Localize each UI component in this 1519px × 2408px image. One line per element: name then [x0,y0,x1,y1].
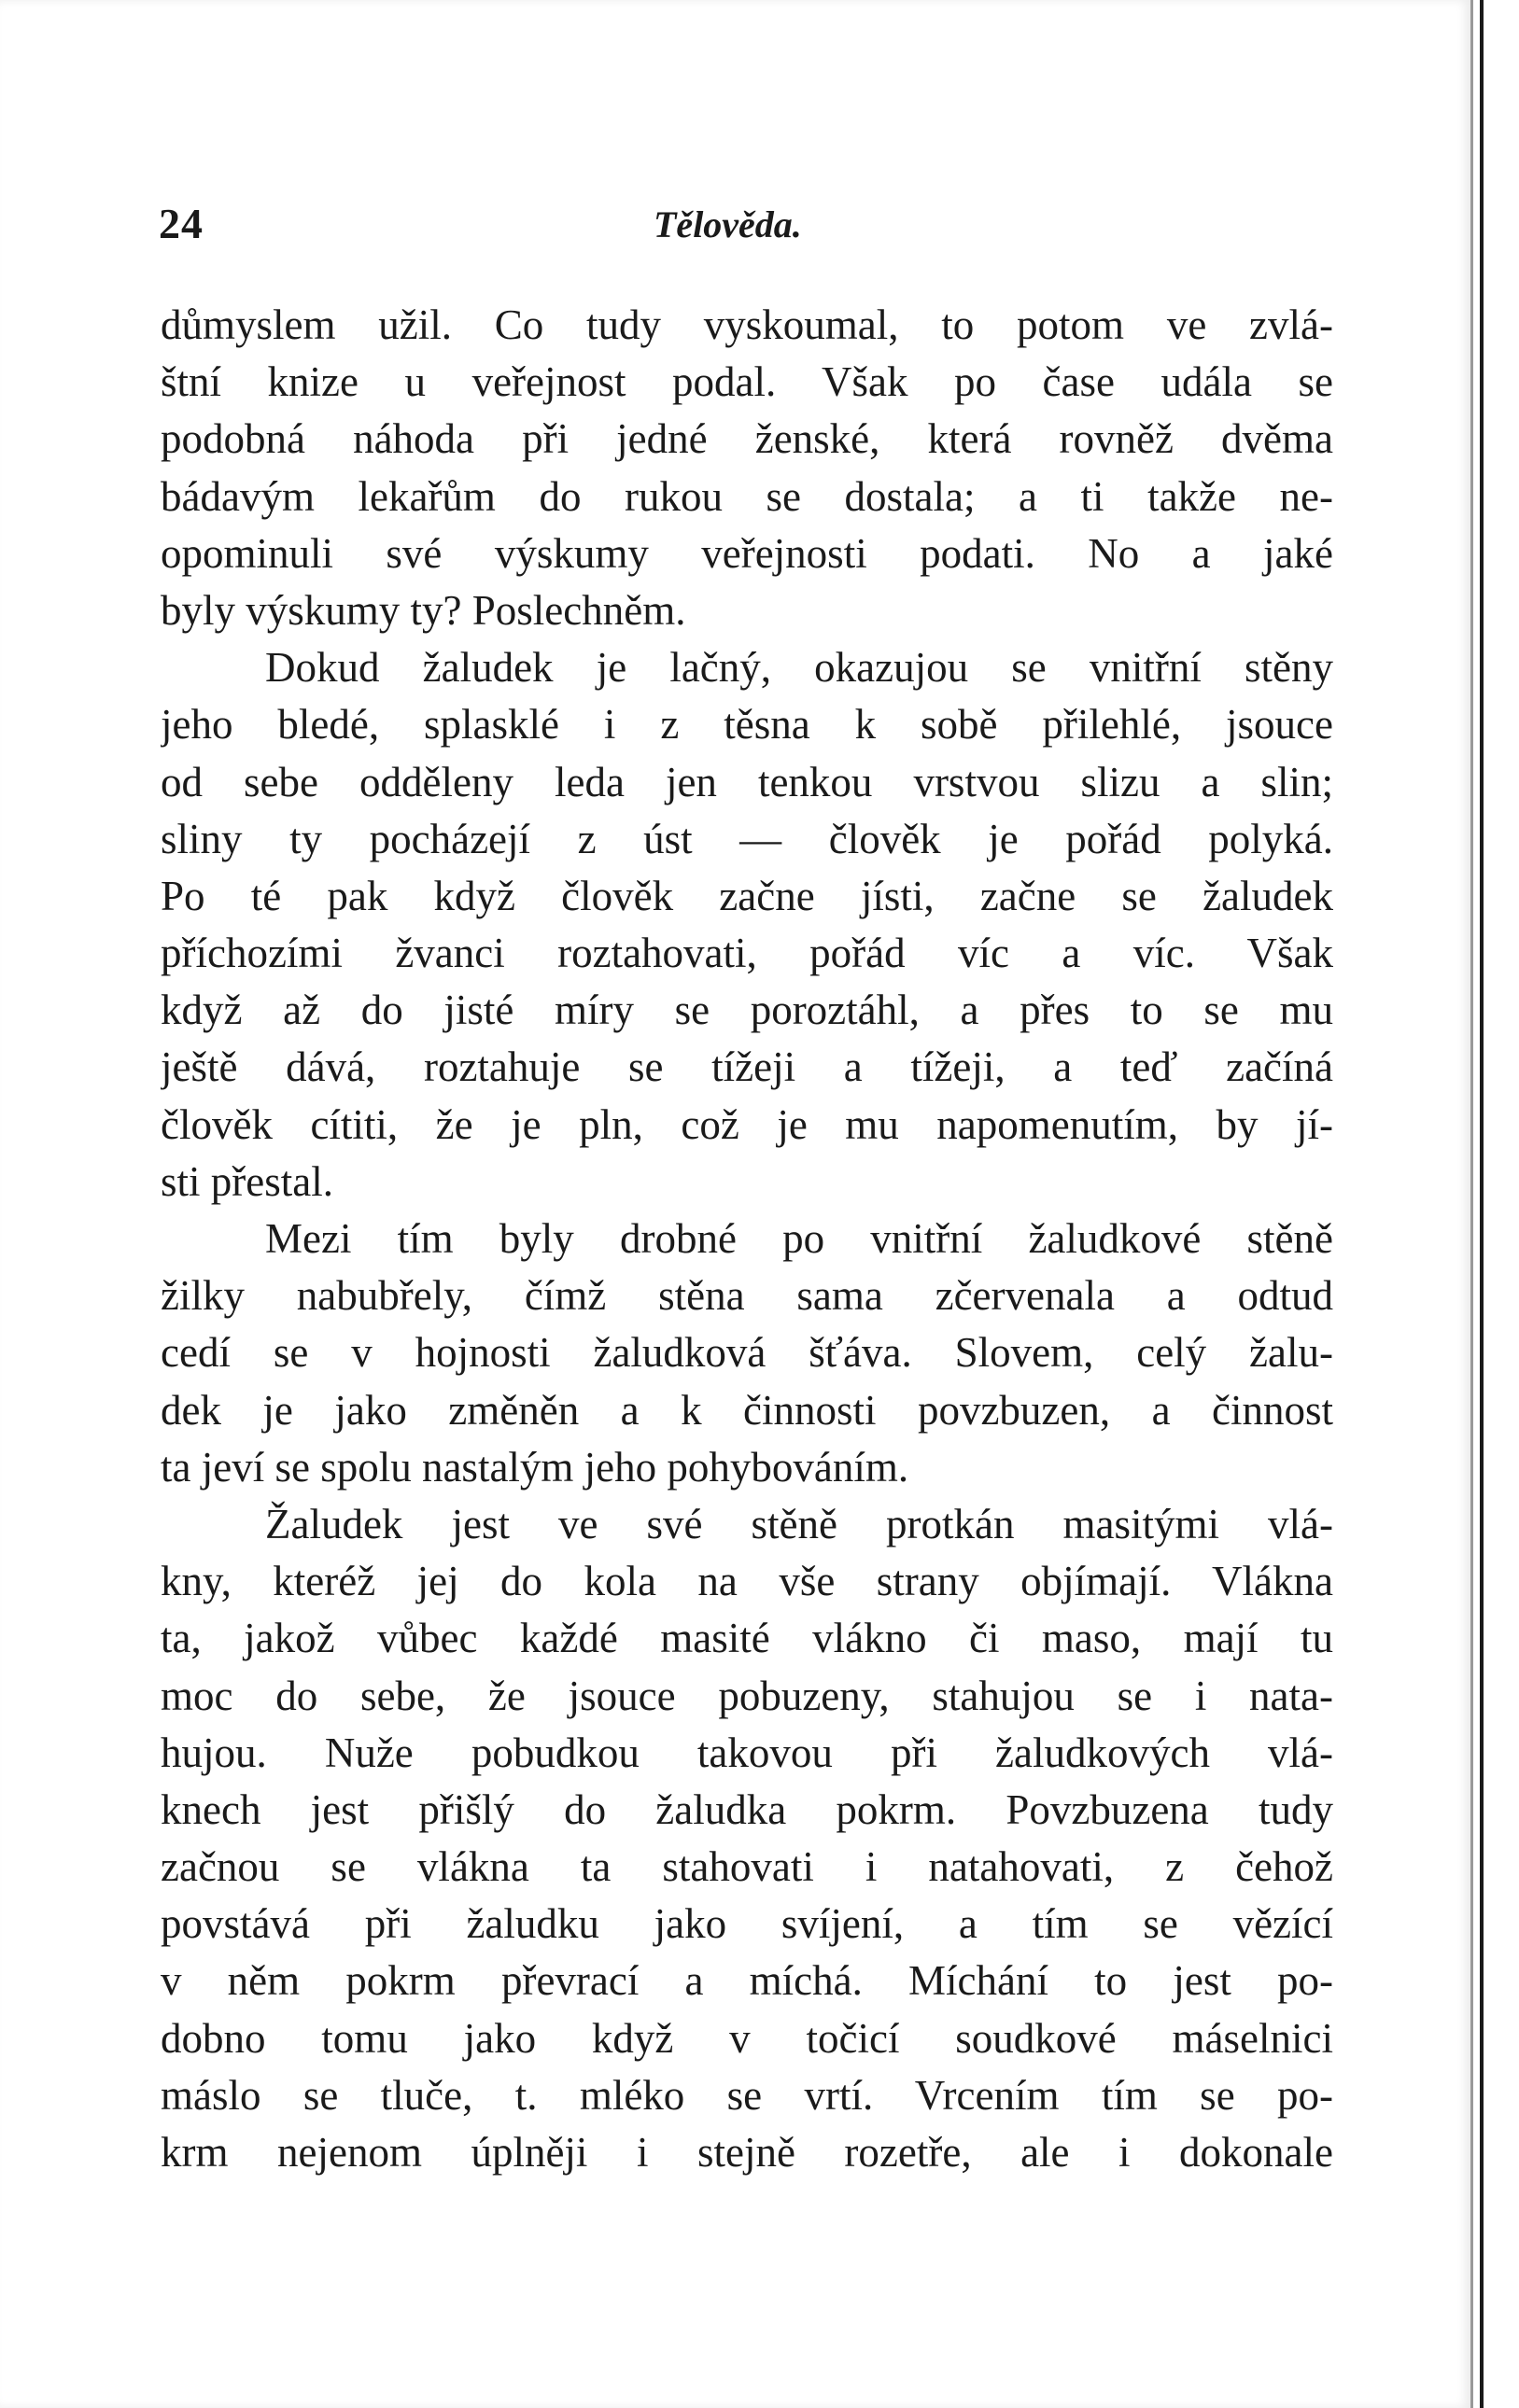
text-line: ještě dává, roztahuje se tížeji a tížeji, a teď začíná [161,1043,1333,1091]
text-line: od sebe odděleny leda jen tenkou vrstvou slizu a slin; [161,758,1333,805]
body-text [161,297,1333,2181]
edge-shadow [1470,0,1473,2408]
paragraph-start: Žaludek jest ve své stěně protkán masitými vlá- [265,1500,1333,1547]
page-number: 24 [159,200,204,247]
text-line: byly výskumy ty? Poslechněm. [161,586,686,634]
text-line: dek je jako změněn a k činnosti povzbuzen, a činnost [161,1386,1333,1434]
text-line: štní knize u veřejnost podal. Však po čase udála se [161,358,1333,406]
text-line: máslo se tluče, t. mléko se vrtí. Vrcením tím se po- [161,2071,1333,2119]
text-line: ta jeví se spolu nastalým jeho pohybováním. [161,1443,909,1491]
text-line: důmyslem užil. Co tudy vyskoumal, to potom ve zvlá- [161,301,1333,348]
text-line: příchozími žvanci roztahovati, pořád víc a víc. Však [161,930,1333,977]
text-line: žilky nabubřely, čímž stěna sama zčervenala a odtud [161,1272,1333,1320]
paragraph-start: Mezi tím byly drobné po vnitřní žaludkové stěně [265,1215,1333,1262]
text-line: krm nejenom úplněji i stejně rozetře, ale i dokonale [161,2129,1333,2176]
text-line: hujou. Nuže pobudkou takovou při žaludkových vlá- [161,1729,1333,1776]
edge-rule [1480,0,1484,2408]
text-line: bádavým lekařům do rukou se dostala; a ti takže ne- [161,472,1333,520]
text-line: kny, kteréž jej do kola na vše strany objímají. Vlákna [161,1558,1333,1605]
text-line: opominuli své výskumy veřejnosti podati. No a jaké [161,529,1333,577]
text-line: začnou se vlákna ta stahovati i natahovati, z čehož [161,1843,1333,1891]
page-header [159,199,1335,255]
text-line: povstává při žaludku jako svíjení, a tím se vězící [161,1900,1333,1948]
text-line: sti přestal. [161,1157,333,1205]
text-line: cedí se v hojnosti žaludková šťáva. Slovem, celý žalu- [161,1329,1333,1377]
text-line: když až do jisté míry se poroztáhl, a přes to se mu [161,987,1333,1034]
text-line: ta, jakož vůbec každé masité vlákno či maso, mají tu [161,1615,1333,1662]
text-line: člověk cítiti, že je pln, což je mu napomenutím, by jí- [161,1100,1333,1148]
text-line: Po té pak když člověk začne jísti, začne se žaludek [161,872,1333,919]
text-line: jeho bledé, splasklé i z těsna k sobě přilehlé, jsouce [161,701,1333,749]
text-line: moc do sebe, že jsouce pobuzeny, stahujou se i nata- [161,1672,1333,1719]
text-line: podobná náhoda při jedné ženské, která rovněž dvěma [161,415,1333,463]
text-line: knech jest přišlý do žaludka pokrm. Povzbuzena tudy [161,1785,1333,1833]
text-line: sliny ty pocházejí z úst — člověk je pořád polyká. [161,815,1333,862]
paragraph-start: Dokud žaludek je lačný, okazujou se vnitřní stěny [265,644,1333,692]
text-line: v něm pokrm převrací a míchá. Míchání to jest po- [161,1957,1333,2005]
running-title: Tělověda. [654,203,802,245]
text-line: dobno tomu jako když v točicí soudkové máselnici [161,2014,1333,2062]
page-edge [1470,0,1519,2408]
